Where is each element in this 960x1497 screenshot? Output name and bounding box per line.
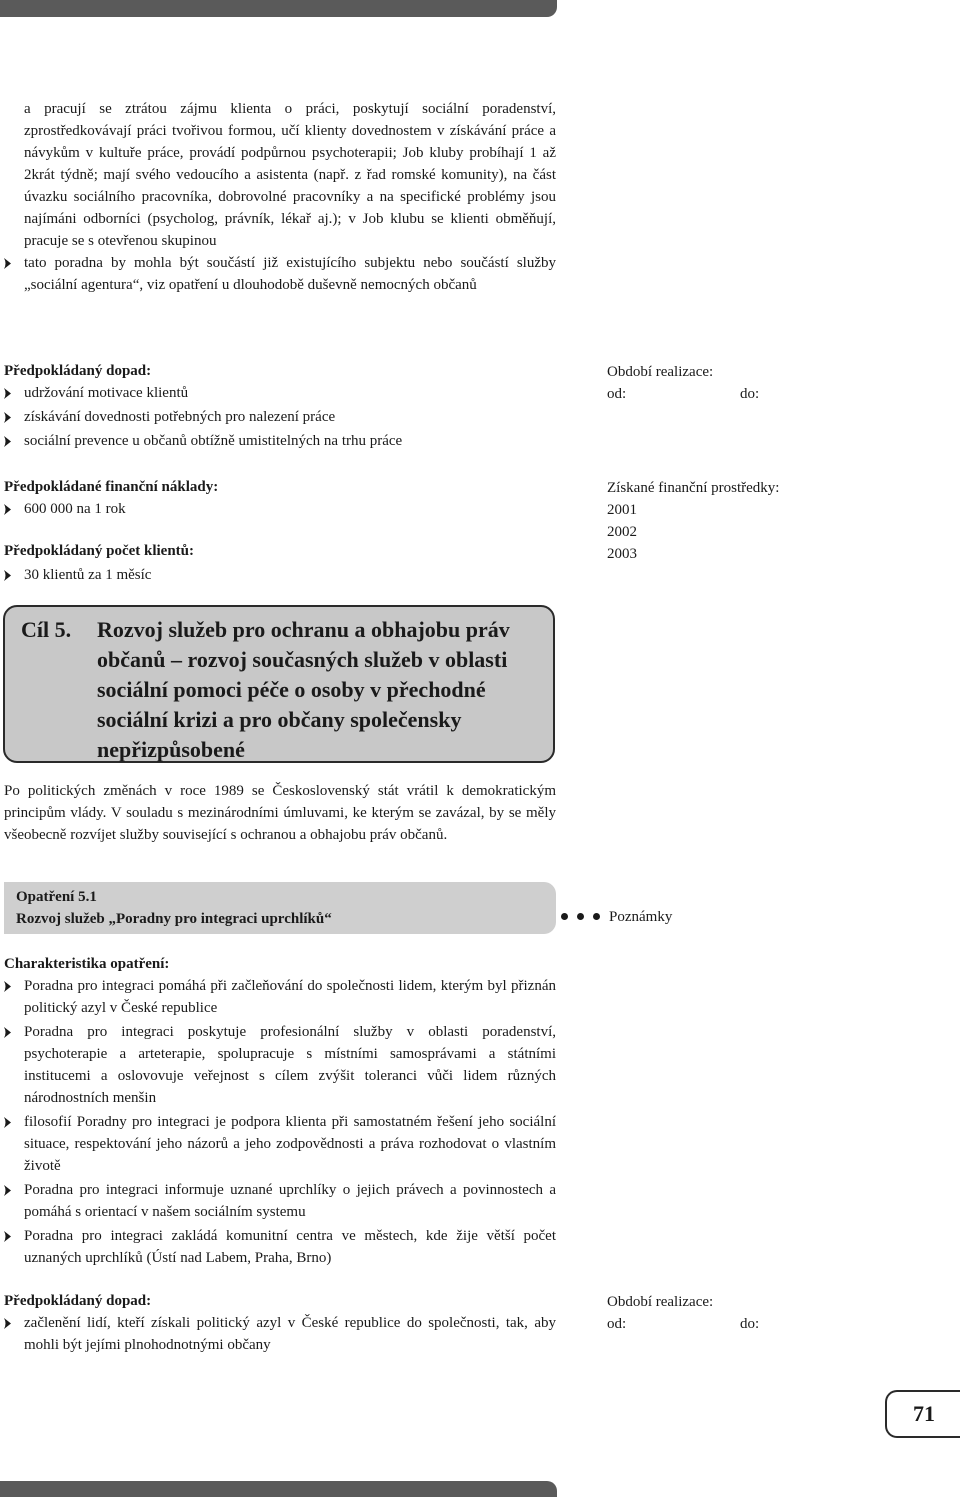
characteristics-heading: Charakteristika opatření:	[4, 956, 170, 972]
goal-number: Cíl 5.	[21, 617, 72, 642]
bullet-icon	[4, 1179, 18, 1201]
to-label: do:	[740, 386, 760, 402]
goal-text: Po politických změnách v roce 1989 se Československý stát vrátil k demokratickým principům vlády. V souladu s mezinárodními úmluvami, ke kterým se zavázal, by se měly všeobecně rozvíjet služby související s ochranou a obhajobu práv občanů.	[4, 783, 556, 843]
characteristics-item-text: Poradna pro integraci zakládá komunitní centra ve městech, kde žije větší počet uznaných uprchlíků (Ústí nad Labem, Praha, Brno)	[24, 1228, 556, 1266]
funds-label: Získané finanční prostředky:	[607, 480, 780, 496]
costs-heading: Předpokládané finanční náklady:	[4, 479, 219, 495]
costs-item	[4, 498, 556, 520]
impact-item-text: udržování motivace klientů	[24, 385, 189, 401]
impact-item	[4, 430, 556, 452]
clients-item	[4, 564, 556, 586]
bullet-icon	[4, 252, 18, 274]
impact-item	[4, 1312, 556, 1356]
bullet-icon	[4, 975, 18, 997]
bullet-icon	[4, 1312, 18, 1334]
bullet-icon	[4, 1021, 18, 1043]
impact-item-text: získávání dovednosti potřebných pro nalezení práce	[24, 409, 336, 425]
impact-item-text: sociální prevence u občanů obtížně umistitelných na trhu práce	[24, 433, 403, 449]
goal-title: Rozvoj služeb pro ochranu a obhajobu práv občanů – rozvoj současných služeb v oblasti sociální pomoci péče o osoby v přechodné sociální krizi a pro občany společensky nepřizpůsobené	[97, 617, 510, 762]
impact-item-text: začlenění lidí, kteří získali politický azyl v České republice do společnosti, tak, aby mohli být jejími plnohodnotnými občany	[24, 1315, 556, 1353]
bullet-icon	[4, 382, 18, 404]
bottom-decorative-bar	[0, 1481, 557, 1497]
top-decorative-bar	[0, 0, 557, 17]
characteristics-item	[4, 1179, 556, 1223]
characteristics-item	[4, 1111, 556, 1177]
measure-box	[4, 882, 556, 934]
measure-number: Opatření 5.1	[16, 889, 97, 905]
to-label: do:	[740, 1316, 760, 1332]
period-range	[607, 383, 927, 405]
period-label: Období realizace:	[607, 1294, 714, 1310]
intro-paragraph: a pracují se ztrátou zájmu klienta o práci, poskytují sociální poradenství, zprostředkovávají práci tvořivou formou, učí klienty dovednostem v získávání práce a návykům v kultuře práce, provádí podpůrnou psychoterapii; Job kluby probíhají 1 až 2krát týdně; mají svého vedoucího a asistenta (např. z řad romské komunity), na část úvazku sociálního pracovníka, dobrovolné pracovníky a na specifické problémy jsou najímáni odborníci (psycholog, právník, lékař aj.); v Job klubu se klienti obměňují, pracuje se s otevřenou skupinou	[24, 101, 556, 249]
period-label: Období realizace:	[607, 364, 714, 380]
notes-marker	[561, 906, 672, 928]
funds-year: 2002	[607, 524, 637, 540]
page-number: 71	[913, 1401, 935, 1426]
measure-title: Rozvoj služeb „Poradny pro integraci uprchlíků“	[16, 911, 332, 927]
characteristics-item-text: Poradna pro integraci informuje uznané uprchlíky o jejich právech a povinnostech a pomáhá s orientací v našem sociálním systemu	[24, 1182, 556, 1220]
intro-bullet-text: tato poradna by mohla být součástí již existujícího subjektu nebo součástí služby „sociální agentura“, viz opatření u dlouhodobě duševně nemocných občanů	[24, 255, 556, 293]
funds-year: 2003	[607, 546, 637, 562]
funds-year: 2001	[607, 502, 637, 518]
from-label: od:	[607, 386, 627, 402]
bullet-icon	[4, 498, 18, 520]
costs-item-text: 600 000 na 1 rok	[24, 501, 126, 517]
funds-block	[607, 477, 927, 565]
characteristics-item-text: Poradna pro integraci pomáhá při začleňování do společnosti lidem, kterým byl přiznán politický azyl v České republice	[24, 978, 556, 1016]
dot-icon	[561, 913, 568, 920]
impact-heading-1: Předpokládaný dopad:	[4, 363, 152, 379]
impact-section-1	[4, 360, 556, 454]
impact-item	[4, 406, 556, 428]
characteristics-item	[4, 975, 556, 1019]
goal-box	[3, 605, 555, 763]
period-block-1	[607, 361, 927, 405]
page-number-box	[885, 1390, 960, 1438]
bullet-icon	[4, 564, 18, 586]
period-block-2	[607, 1291, 927, 1335]
goal-text-section	[4, 780, 556, 846]
dot-icon	[593, 913, 600, 920]
bullet-icon	[4, 430, 18, 452]
notes-label: Poznámky	[609, 909, 673, 925]
bullet-icon	[4, 1225, 18, 1247]
characteristics-item	[4, 1225, 556, 1269]
characteristics-item-text: Poradna pro integraci poskytuje profesionální služby v oblasti poradenství, psychoterapie a arteterapie, spolupracuje s místními samosprávami a státními institucemi a oslovovuje veřejnost s cílem zvýšit toleranci vůči lidem různých národnostních menšin	[24, 1024, 556, 1106]
impact-item	[4, 382, 556, 404]
bullet-icon	[4, 1111, 18, 1133]
clients-item-text: 30 klientů za 1 měsíc	[24, 567, 152, 583]
characteristics-item-text: filosofií Poradny pro integraci je podpora klienta při samostatném řešení jeho sociální situace, respektování jeho názorů a jeho zodpovědnosti a práva rozhodovat o vlastním životě	[24, 1114, 556, 1174]
intro-bullet	[4, 252, 556, 296]
period-range	[607, 1313, 927, 1335]
impact-section-2	[4, 1290, 556, 1358]
bullet-icon	[4, 406, 18, 428]
characteristics-section	[4, 953, 556, 1271]
impact-heading-2: Předpokládaný dopad:	[4, 1293, 152, 1309]
clients-heading: Předpokládaný počet klientů:	[4, 543, 195, 559]
from-label: od:	[607, 1316, 627, 1332]
intro-section	[4, 98, 556, 298]
costs-section	[4, 476, 556, 588]
dot-icon	[577, 913, 584, 920]
characteristics-item	[4, 1021, 556, 1109]
